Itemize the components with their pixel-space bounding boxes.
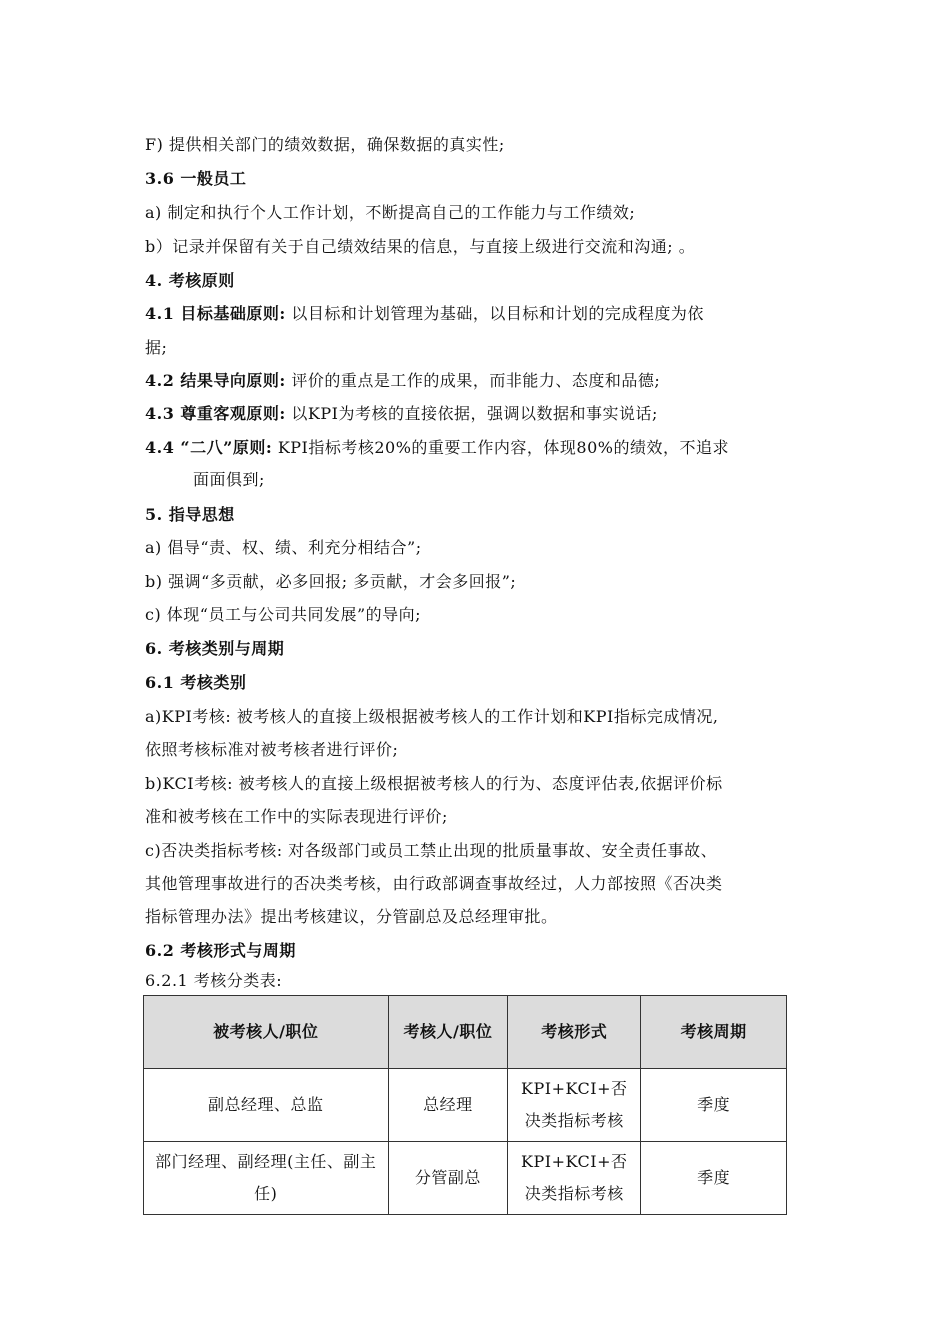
cell-assessor: 分管副总: [388, 1142, 508, 1215]
para-6-1-b: b)KCI考核: 被考核人的直接上级根据被考核人的行为、态度评估表,依据评价标: [145, 774, 723, 793]
table-row: [144, 1069, 787, 1142]
para-4-3-label: 4.3 尊重客观原则:: [145, 404, 286, 423]
para-4-3: [145, 403, 810, 425]
para-4-1-cont: 据;: [145, 338, 168, 357]
table-header-row: [144, 996, 787, 1069]
para-4-3-text: 以KPI为考核的直接依据，强调以数据和事实说话;: [285, 404, 658, 423]
cell-period: 季度: [641, 1142, 787, 1215]
heading-4: 4. 考核原则: [145, 271, 235, 290]
para-4-1-label: 4.1 目标基础原则:: [145, 304, 286, 323]
para-4-2: [145, 370, 810, 392]
para-f-performance-data: F) 提供相关部门的绩效数据，确保数据的真实性;: [145, 135, 505, 154]
para-6-1-b-cont: 准和被考核在工作中的实际表现进行评价;: [145, 807, 448, 826]
table-row: [144, 1142, 787, 1215]
para-4-4-text: KPI指标考核20%的重要工作内容，体现80%的绩效，不追求: [272, 438, 729, 457]
para-3-6-a: a) 制定和执行个人工作计划，不断提高自己的工作能力与工作绩效;: [145, 203, 636, 222]
header-assessee: 被考核人/职位: [144, 996, 389, 1069]
para-6-1-a-cont: 依照考核标准对被考核者进行评价;: [145, 740, 399, 759]
heading-6: 6. 考核类别与周期: [145, 639, 285, 658]
cell-assessor: 总经理: [388, 1069, 508, 1142]
table-caption: 6.2.1 考核分类表:: [145, 971, 283, 990]
para-5-a: a) 倡导“责、权、绩、利充分相结合”;: [145, 538, 422, 557]
para-4-1-text: 以目标和计划管理为基础，以目标和计划的完成程度为依: [285, 304, 704, 323]
cell-assessee: 副总经理、总监: [144, 1069, 389, 1142]
header-assessor: 考核人/职位: [388, 996, 508, 1069]
para-6-1-c: c)否决类指标考核: 对各级部门或员工禁止出现的批质量事故、安全责任事故、: [145, 841, 718, 860]
heading-6-2: 6.2 考核形式与周期: [145, 941, 296, 960]
para-6-1-c-cont1: 其他管理事故进行的否决类考核，由行政部调查事故经过，人力部按照《否决类: [145, 874, 723, 893]
para-5-c: c) 体现“员工与公司共同发展”的导向;: [145, 605, 422, 624]
heading-3-6: 3.6 一般员工: [145, 169, 247, 188]
heading-5: 5. 指导思想: [145, 505, 235, 524]
cell-assessee: 部门经理、副经理(主任、副主任): [144, 1142, 389, 1215]
para-4-2-label: 4.2 结果导向原则:: [145, 371, 286, 390]
para-6-1-a: a)KPI考核: 被考核人的直接上级根据被考核人的工作计划和KPI指标完成情况,: [145, 707, 719, 726]
para-4-1: [145, 303, 810, 325]
header-form: 考核形式: [508, 996, 641, 1069]
cell-period: 季度: [641, 1069, 787, 1142]
para-4-4: [145, 437, 810, 459]
para-6-1-c-cont2: 指标管理办法》提出考核建议，分管副总及总经理审批。: [145, 907, 558, 926]
para-4-2-text: 评价的重点是工作的成果，而非能力、态度和品德;: [285, 371, 661, 390]
header-period: 考核周期: [641, 996, 787, 1069]
para-4-4-cont: 面面俱到;: [193, 470, 265, 489]
para-3-6-b: b）记录并保留有关于自己绩效结果的信息，与直接上级进行交流和沟通; 。: [145, 237, 696, 256]
assessment-table: [143, 995, 787, 1215]
cell-form: KPI+KCI+否决类指标考核: [508, 1069, 641, 1142]
cell-form: KPI+KCI+否决类指标考核: [508, 1142, 641, 1215]
para-5-b: b) 强调“多贡献，必多回报; 多贡献，才会多回报”;: [145, 572, 517, 591]
heading-6-1: 6.1 考核类别: [145, 673, 247, 692]
para-4-4-label: 4.4 “二八”原则:: [145, 438, 273, 457]
